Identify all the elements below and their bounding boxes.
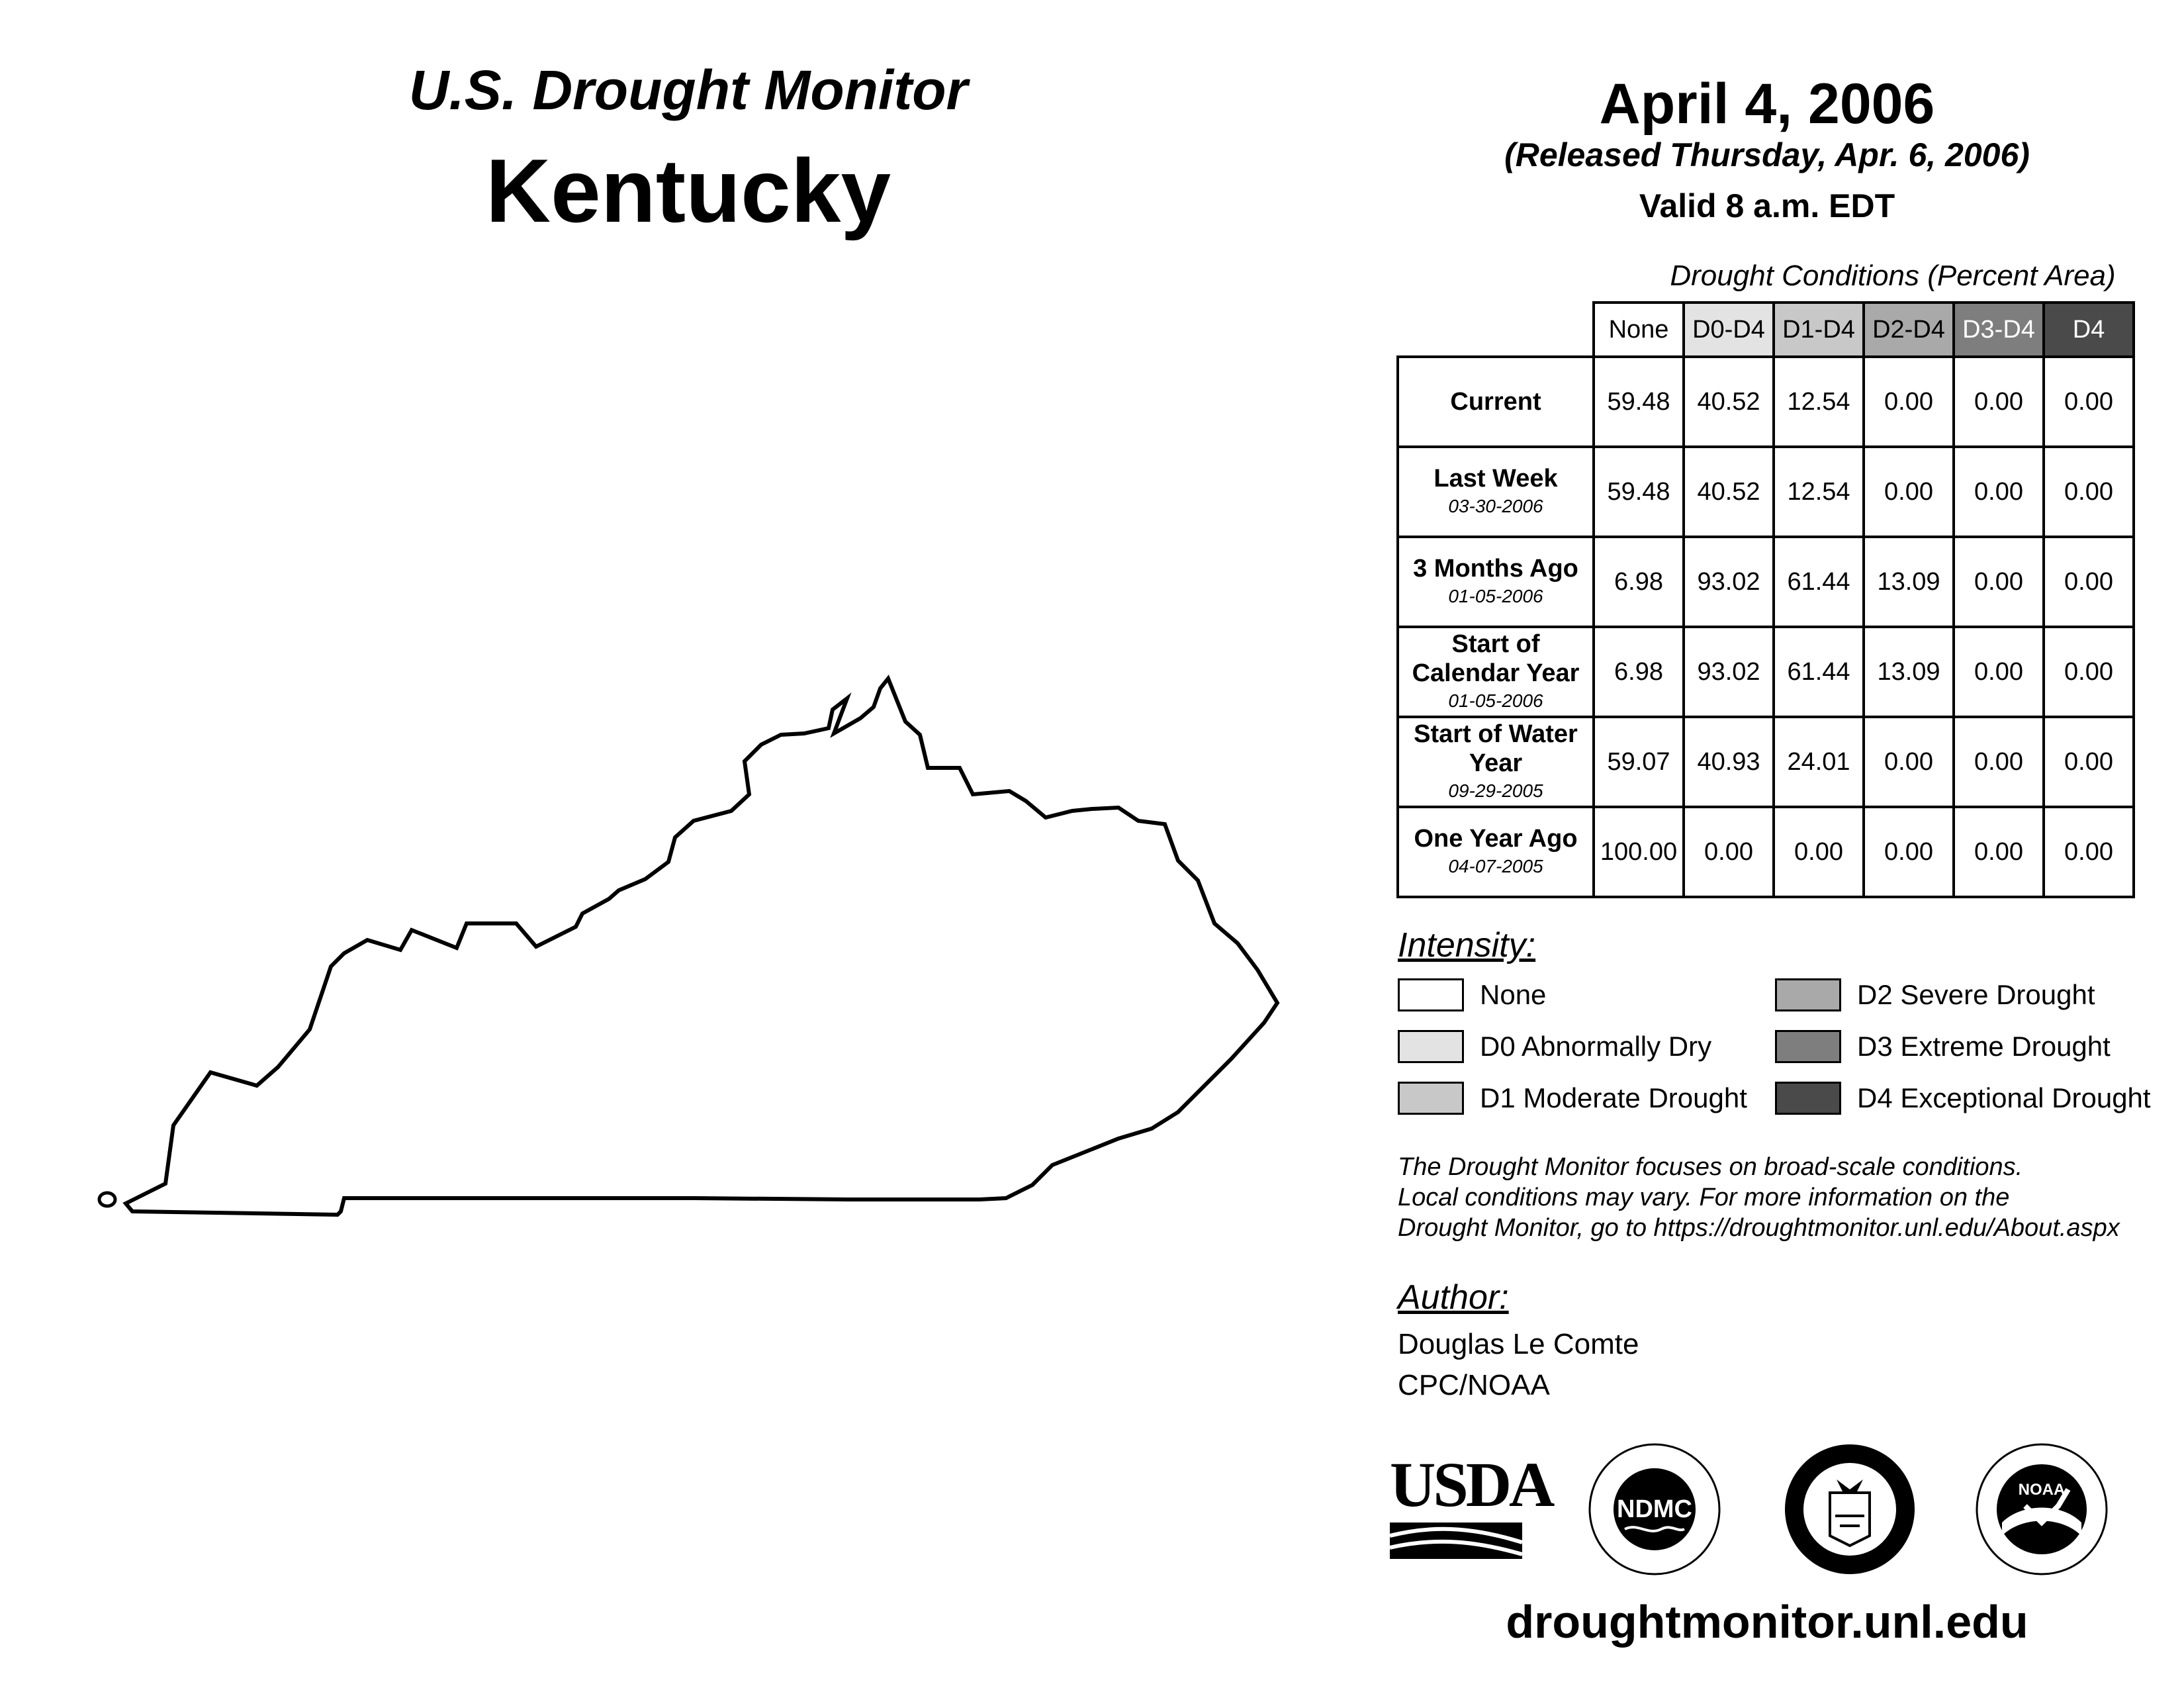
table-corner [1398,303,1594,357]
drought-conditions-table [1396,301,2135,898]
table-cell: 0.00 [1774,807,1864,897]
row-label [1398,627,1594,717]
row-label [1398,447,1594,537]
table-cell: 40.52 [1684,447,1774,537]
kentucky-drought-map [0,0,1324,1258]
col-d2-d4: D2-D4 [1864,303,1954,357]
col-d3-d4: D3-D4 [1954,303,2044,357]
row-date: 01-05-2006 [1448,690,1543,711]
legend-label: None [1480,979,1547,1010]
table-cell: 40.93 [1684,717,1774,807]
release-date: (Released Thursday, Apr. 6, 2006) [1504,136,2030,173]
table-cell: 0.00 [1864,717,1954,807]
table-row [1398,717,2134,807]
legend-item-d0 [1398,1030,1711,1063]
table-cell: 13.09 [1864,537,1954,627]
agency-logos [1390,1443,2184,1589]
legend-item-d3 [1775,1030,2111,1063]
table-cell: 13.09 [1864,627,1954,717]
table-cell: 40.52 [1684,357,1774,447]
row-label-text: Start of Calendar Year [1412,630,1580,687]
col-d0-d4: D0-D4 [1684,303,1774,357]
table-cell: 61.44 [1774,627,1864,717]
table-cell: 0.00 [1954,717,2044,807]
table-cell: 100.00 [1594,807,1684,897]
table-cell: 0.00 [1954,627,2044,717]
table-row [1398,537,2134,627]
legend-label: D3 Extreme Drought [1857,1031,2111,1062]
commerce-seal-logo [1785,1444,1915,1574]
col-none: None [1594,303,1684,357]
table-cell: 0.00 [2044,807,2134,897]
table-cell: 0.00 [1864,357,1954,447]
row-label [1398,717,1594,807]
author-title: Author: [1398,1278,1509,1317]
table-cell: 61.44 [1774,537,1864,627]
table-cell: 93.02 [1684,627,1774,717]
note-line: Local conditions may vary. For more information on the [1398,1184,2010,1211]
note-line: The Drought Monitor focuses on broad-scale conditions. [1398,1153,2023,1181]
legend-swatch [1398,1030,1464,1063]
table-cell: 12.54 [1774,357,1864,447]
usda-logo [1390,1449,1555,1559]
author-org: CPC/NOAA [1398,1369,1550,1401]
col-d1-d4: D1-D4 [1774,303,1864,357]
author-block [1398,1324,1639,1406]
note-line: Drought Monitor, go to https://droughtmonitor.unl.edu/About.aspx [1398,1214,2120,1242]
footer-url[interactable]: droughtmonitor.unl.edu [1506,1596,2028,1648]
table-cell: 0.00 [1954,357,2044,447]
legend-item-none [1398,978,1546,1011]
legend-label: D1 Moderate Drought [1480,1082,1747,1113]
table-cell: 59.48 [1594,357,1684,447]
table-cell: 24.01 [1774,717,1864,807]
table-header-row [1398,303,2134,357]
legend-swatch [1775,1030,1841,1063]
map-date: April 4, 2006 [1599,72,1935,136]
row-date: 04-07-2005 [1448,856,1543,876]
ndmc-logo [1590,1444,1719,1574]
legend-swatch [1398,978,1464,1011]
legend-title: Intensity: [1398,926,1536,964]
table-cell: 59.48 [1594,447,1684,537]
legend-label: D4 Exceptional Drought [1857,1082,2151,1113]
row-date: 09-29-2005 [1448,780,1543,801]
legend-item-d1 [1398,1082,1747,1115]
author-name: Douglas Le Comte [1398,1328,1639,1360]
legend-swatch [1775,978,1841,1011]
state-title: Kentucky [485,140,891,241]
table-row [1398,447,2134,537]
row-label-text: Last Week [1433,465,1558,492]
monitor-title: U.S. Drought Monitor [408,59,968,121]
table-cell: 6.98 [1594,627,1684,717]
table-cell: 0.00 [2044,447,2134,537]
noaa-logo [1977,1444,2107,1574]
legend-item-d4 [1775,1082,2151,1115]
table-cell: 0.00 [2044,537,2134,627]
table-cell: 0.00 [2044,627,2134,717]
legend-label: D2 Severe Drought [1857,979,2095,1010]
table-title: Drought Conditions (Percent Area) [1670,259,2116,292]
legend-label: D0 Abnormally Dry [1480,1031,1712,1062]
table-cell: 0.00 [1954,807,2044,897]
table-cell: 0.00 [1954,447,2044,537]
table-cell: 0.00 [2044,717,2134,807]
legend-item-d2 [1775,978,2095,1011]
table-row [1398,357,2134,447]
table-row [1398,627,2134,717]
table-cell: 0.00 [1864,447,1954,537]
table-cell: 0.00 [1684,807,1774,897]
ndmc-text: NDMC [1617,1495,1692,1523]
col-d4: D4 [2044,303,2134,357]
table-cell: 0.00 [2044,357,2134,447]
table-cell: 59.07 [1594,717,1684,807]
table-cell: 0.00 [1954,537,2044,627]
legend-swatch [1775,1082,1841,1115]
table-row [1398,807,2134,897]
table-cell: 6.98 [1594,537,1684,627]
table-cell: 0.00 [1864,807,1954,897]
disclaimer-note [1398,1152,2179,1243]
row-label-text: Start of Water Year [1414,720,1578,777]
row-label [1398,357,1594,447]
noaa-text: NOAA [2018,1481,2066,1499]
row-label [1398,807,1594,897]
table-cell: 12.54 [1774,447,1864,537]
row-label [1398,537,1594,627]
row-label-text: One Year Ago [1414,825,1578,853]
row-date: 01-05-2006 [1448,586,1543,606]
row-label-text: 3 Months Ago [1413,555,1578,583]
svg-text:USDA: USDA [1390,1449,1553,1520]
kentucky-bend-exclave [99,1193,115,1206]
row-label-text: Current [1450,388,1541,416]
table-cell: 93.02 [1684,537,1774,627]
valid-time: Valid 8 a.m. EDT [1639,187,1895,224]
legend-swatch [1398,1082,1464,1115]
row-date: 03-30-2006 [1448,496,1543,516]
